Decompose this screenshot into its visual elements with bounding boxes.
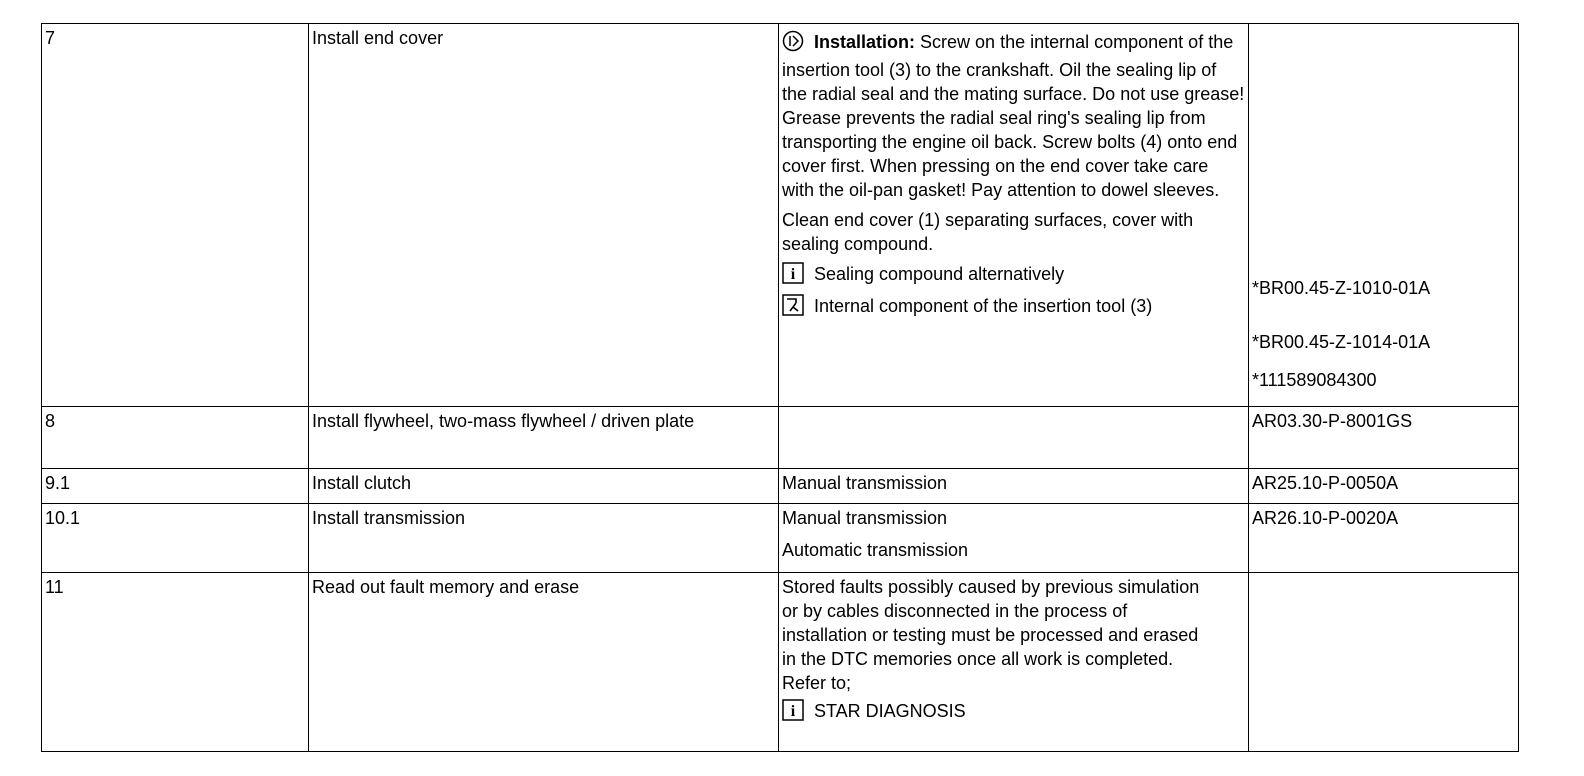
step-notes [779, 407, 1249, 469]
svg-text:i: i [790, 266, 796, 283]
info-note [782, 699, 1245, 727]
step-action: Install clutch [309, 469, 779, 504]
table-row [42, 504, 1519, 573]
step-action: Read out fault memory and erase [309, 573, 779, 752]
step-number: 9.1 [42, 469, 309, 504]
star-diagnosis-link[interactable]: STAR DIAGNOSIS [814, 701, 966, 721]
repair-steps-table [41, 23, 1519, 752]
step-references [1249, 24, 1519, 407]
installation-label: Installation: [814, 32, 916, 52]
reference-link[interactable]: *BR00.45-Z-1010-01A [1252, 278, 1431, 298]
tool-note [782, 294, 1245, 322]
reference-link[interactable]: AR03.30-P-8001GS [1249, 407, 1519, 469]
step-number: 10.1 [42, 504, 309, 573]
fault-note: Stored faults possibly caused by previous simulation or by cables disconnected in the process of installation or testing must be processed and erased in the DTC memories once all work is completed. Refer to; [782, 577, 1200, 693]
info-icon [782, 699, 804, 727]
step-notes: Manual transmission [779, 469, 1249, 504]
note-line: Manual transmission [782, 508, 948, 528]
svg-text:i: i [790, 703, 796, 720]
installation-note [782, 30, 1245, 202]
step-action: Install flywheel, two-mass flywheel / driven plate [309, 407, 779, 469]
step-number: 8 [42, 407, 309, 469]
table-row [42, 469, 1519, 504]
installation-text: Screw on the internal component of the insertion tool (3) to the crankshaft. Oil the sealing lip of the radial seal and the mating surface. Do not use grease! Grease prevents the radial seal ring's sealing lip from transporting the engine oil back. Screw bolts (4) onto end cover first. When pressing on the end cover take care with the oil-pan gasket! Pay attention to dowel sleeves. [782, 32, 1245, 200]
step-number: 11 [42, 573, 309, 752]
step-action: Install end cover [309, 24, 779, 407]
table-row [42, 573, 1519, 752]
tool-text: Internal component of the insertion tool (3) [814, 296, 1153, 316]
step-notes [779, 24, 1249, 407]
table-row [42, 24, 1519, 407]
info-text: Sealing compound alternatively [814, 264, 1065, 284]
reference-link[interactable]: AR25.10-P-0050A [1249, 469, 1519, 504]
step-action: Install transmission [309, 504, 779, 573]
step-number: 7 [42, 24, 309, 407]
reference-link[interactable]: *111589084300 [1252, 370, 1377, 390]
clean-note: Clean end cover (1) separating surfaces, cover with sealing compound. [782, 210, 1194, 254]
info-note [782, 262, 1245, 290]
step-notes [779, 573, 1249, 752]
table-row [42, 407, 1519, 469]
step-notes [779, 504, 1249, 573]
note-line: Automatic transmission [782, 540, 969, 560]
reference-link[interactable]: *BR00.45-Z-1014-01A [1252, 332, 1431, 352]
info-icon [782, 262, 804, 290]
special-tool-icon [782, 294, 804, 322]
reference-link [1249, 573, 1519, 752]
installation-arrow-icon [782, 30, 804, 58]
reference-link[interactable]: AR26.10-P-0020A [1249, 504, 1519, 573]
